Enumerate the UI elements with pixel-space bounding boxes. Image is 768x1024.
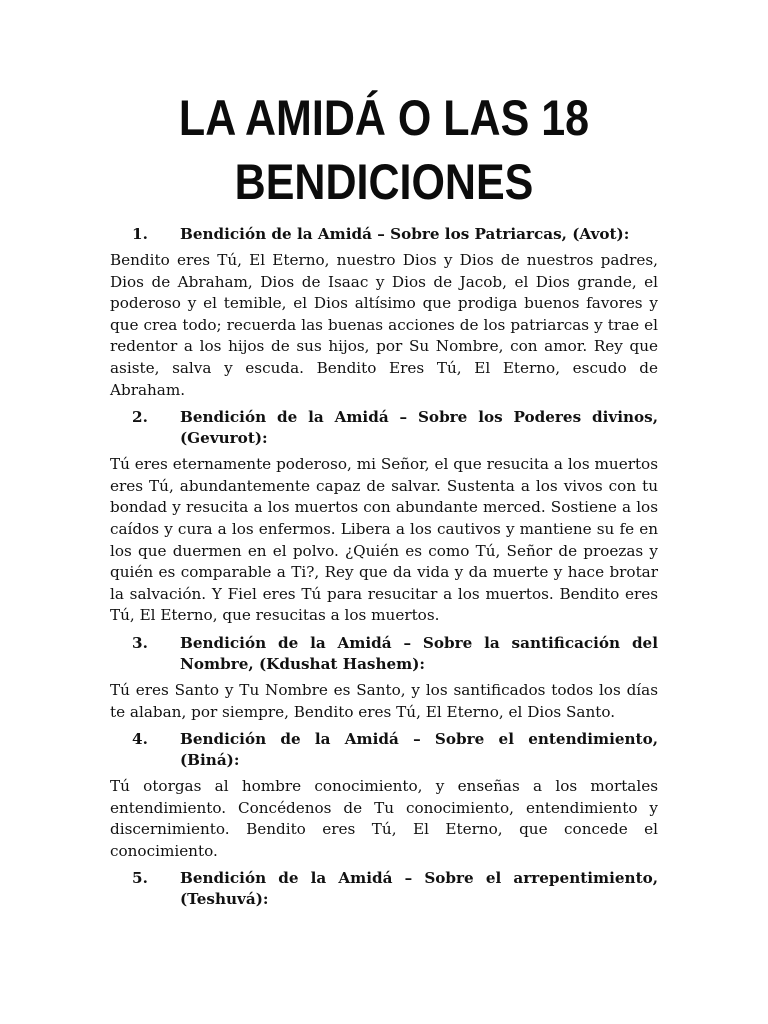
document-title [148, 86, 619, 214]
section-patriarcas [110, 224, 658, 401]
section-heading [110, 633, 658, 675]
section-body: Bendito eres Tú, El Eterno, nuestro Dios y Dios de nuestros padres, Dios de Abraham, Dios de Isaac y Dios de Jacob, el Dios grande, el poderoso y el temible, el Dios altísimo que prodiga buenos favores y que crea todo; recuerda las buenas acciones de los patriarcas y trae el redentor a los hijos de sus hijos, por Su Nombre, con amor. Rey que asiste, salva y escuda. Bendito Eres Tú, El Eterno, escudo de Abraham. [110, 251, 658, 399]
section-number: 1. [132, 225, 148, 243]
section-heading-text: Bendición de la Amidá – Sobre el arrepentimiento, (Teshuvá): [180, 869, 658, 909]
section-heading [110, 224, 658, 245]
section-teshuva [110, 868, 658, 910]
section-heading-text: Bendición de la Amidá – Sobre la santificación del Nombre, (Kdushat Hashem): [180, 633, 658, 673]
section-heading [110, 868, 658, 910]
title-line-1: LA AMIDÁ O LAS 18 [178, 90, 590, 146]
section-body: Tú otorgas al hombre conocimiento, y enseñas a los mortales entendimiento. Concédenos de Tu conocimiento, entendimiento y discernimiento. Bendito eres Tú, El Eterno, que concede el conocimiento. [110, 777, 658, 860]
section-number: 2. [132, 408, 148, 427]
section-body: Tú eres eternamente poderoso, mi Señor, el que resucita a los muertos eres Tú, abundantemente capaz de salvar. Sustenta a los vivos con tu bondad y resucita a los muertos con abundante merced. Sostiene a los caídos y cura a los enfermos. Libera a los cautivos y mantiene su fe en los que duermen en el polvo. ¿Quién es como Tú, Señor de proezas y quién es comparable a Ti?, Rey que da vida y da muerte y hace brotar la salvación. Y Fiel eres Tú para resucitar a los muertos. Bendito eres Tú, El Eterno, que resucitas a los muertos. [110, 455, 658, 625]
section-heading [110, 729, 658, 771]
section-body: Tú eres Santo y Tu Nombre es Santo, y los santificados todos los días te alaban, por siempre, Bendito eres Tú, El Eterno, el Dios Santo. [110, 680, 658, 721]
section-heading [110, 407, 658, 449]
section-number: 3. [132, 633, 148, 652]
section-gevurot [110, 407, 658, 627]
title-line-2: BENDICIONES [234, 154, 534, 210]
section-heading-text: Bendición de la Amidá – Sobre los Poderes divinos, (Gevurot): [180, 408, 658, 448]
section-number: 5. [132, 869, 148, 888]
section-heading-text: Bendición de la Amidá – Sobre el entendimiento, (Biná): [180, 730, 658, 770]
section-number: 4. [132, 730, 148, 749]
section-bina [110, 729, 658, 862]
section-heading-text: Bendición de la Amidá – Sobre los Patriarcas, (Avot): [180, 225, 630, 243]
section-kdushat-hashem [110, 633, 658, 723]
